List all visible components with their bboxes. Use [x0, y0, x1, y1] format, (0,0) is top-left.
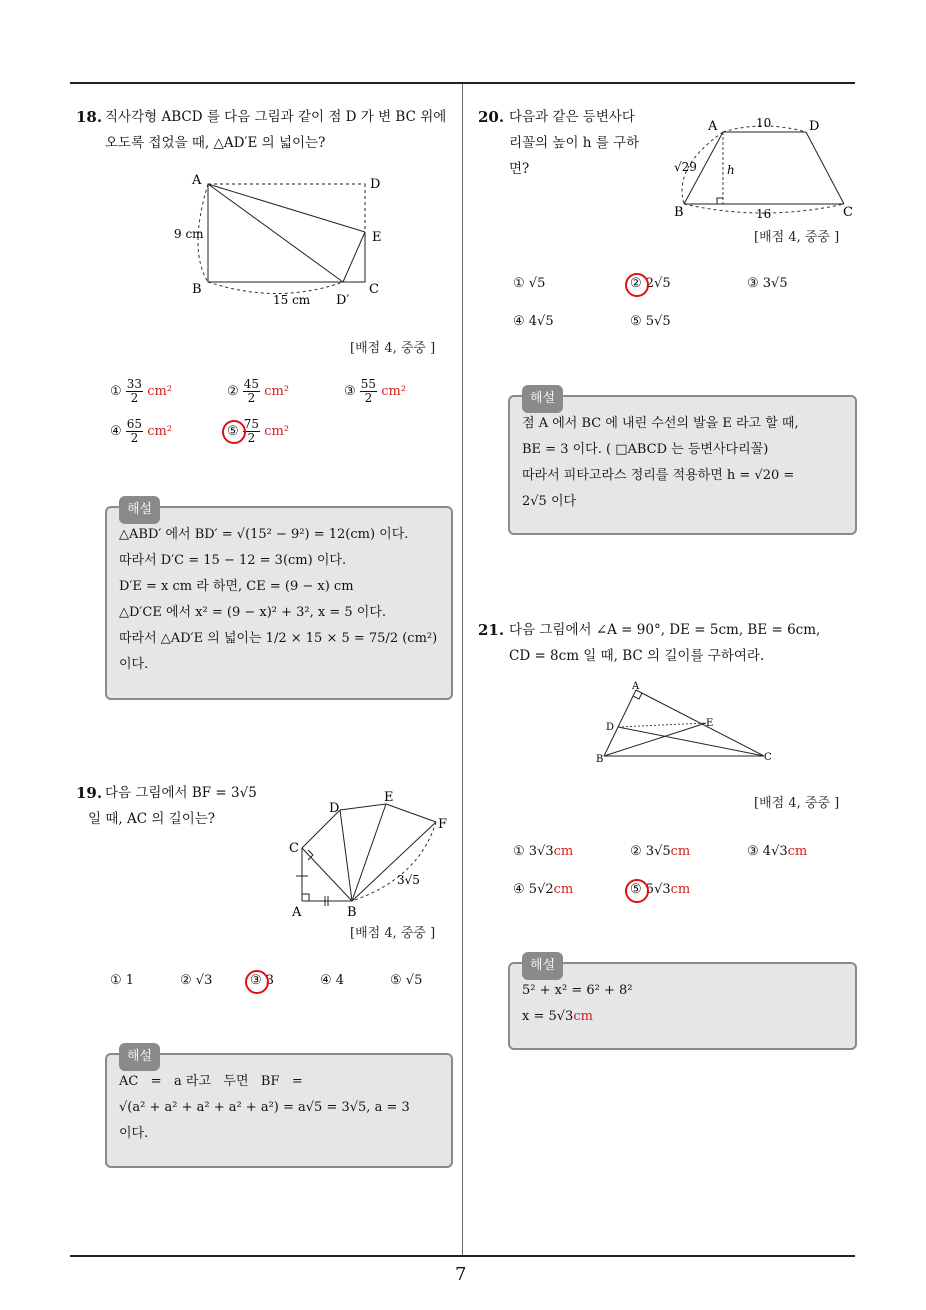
- q20-choice-5[interactable]: ⑤ 5√5: [630, 314, 671, 329]
- q19-figure: [284, 788, 456, 920]
- q19-number: 19.: [76, 784, 103, 802]
- q19-solution-tag: 해설: [119, 1043, 160, 1071]
- q19-sol-line-2: √(a² + a² + a² + a² + a²) = a√5 = 3√5, a = 3: [119, 1100, 410, 1115]
- q20-label-top: 10: [756, 116, 772, 130]
- q19-label-C: C: [289, 841, 299, 856]
- q21-text-1: 다음 그림에서 ∠A = 90°, DE = 5cm, BE = 6cm,: [509, 622, 821, 638]
- q18-sol-line-6: 이다.: [119, 657, 149, 672]
- q21-number: 21.: [478, 621, 505, 639]
- q19-label-B: B: [347, 905, 357, 920]
- q21-choice-1[interactable]: ① 3√3cm: [513, 844, 574, 859]
- q19-sol-line-3: 이다.: [119, 1126, 149, 1141]
- q18-choice-5[interactable]: ⑤ $\frac{75}{2}$ cm²: [227, 417, 290, 445]
- q18-solution-tag: 해설: [119, 496, 160, 524]
- q18-figure: [168, 170, 408, 310]
- q20-solution-tag: 해설: [522, 385, 563, 413]
- q20-label-side: √29: [674, 160, 697, 174]
- q21-meta: [배점 4, 중중 ]: [754, 796, 840, 811]
- q18-label-E: E: [372, 230, 382, 245]
- q20-sol-line-4: 2√5 이다: [522, 494, 577, 509]
- q20-answer-circle: [625, 273, 649, 297]
- q19-choice-5[interactable]: ⑤ √5: [390, 973, 423, 988]
- q18-label-C: C: [369, 282, 379, 297]
- q19-choice-4[interactable]: ④ 4: [320, 973, 345, 988]
- q21-sol-line-2: x = 5√3cm: [522, 1009, 593, 1024]
- q19-label-F: F: [438, 817, 448, 832]
- q21-label-A: A: [632, 681, 640, 692]
- q19-label-A: A: [292, 905, 302, 920]
- q20-label-C: C: [843, 205, 853, 220]
- q21-choice-3[interactable]: ③ 4√3cm: [747, 844, 808, 859]
- q19-solution-box: [105, 1049, 453, 1168]
- q21-choice-2[interactable]: ② 3√5cm: [630, 844, 691, 859]
- q18-text: 직사각형 ABCD 를 다음 그림과 같이 점 D 가 변 BC 위에 오도록 접었을 때, △AD′E 의 넓이는?: [105, 109, 447, 151]
- q20-sol-line-2: BE = 3 이다. ( □ABCD 는 등변사다리꼴): [522, 442, 769, 457]
- q20-label-h: h: [727, 163, 735, 177]
- q20-figure: [668, 112, 858, 224]
- q21-choices: [513, 844, 853, 908]
- q19-meta: [배점 4, 중중 ]: [350, 926, 436, 941]
- q19-text-2: 일 때, AC 의 길이는?: [88, 811, 216, 827]
- q20-solution-box: [508, 391, 857, 535]
- q20-sol-line-1: 점 A 에서 BC 에 내린 수선의 발을 E 라고 할 때,: [522, 416, 799, 431]
- q19-choice-3[interactable]: ③ 3: [250, 973, 275, 988]
- q18-sol-line-1: △ABD′ 에서 BD′ = √(15² − 9²) = 12(cm) 이다.: [119, 527, 409, 542]
- q21-label-D: D: [606, 722, 615, 733]
- q18-choice-2[interactable]: ② $\frac{45}{2}$ cm²: [227, 377, 290, 405]
- bottom-rule: [70, 1255, 855, 1257]
- q19-choice-1[interactable]: ① 1: [110, 973, 135, 988]
- page-number: 7: [455, 1264, 467, 1285]
- q18-label-Dp: D′: [336, 293, 350, 308]
- q21-text-2: CD = 8cm 일 때, BC 의 길이를 구하여라.: [509, 648, 765, 664]
- q18-label-9cm: 9 cm: [174, 227, 204, 241]
- q18-sol-line-3: D′E = x cm 라 하면, CE = (9 − x) cm: [119, 579, 354, 594]
- q21-label-B: B: [596, 754, 604, 764]
- q18-choices: [110, 378, 450, 458]
- q18-choice-4[interactable]: ④ $\frac{65}{2}$ cm²: [110, 417, 173, 445]
- q20-label-B: B: [674, 205, 684, 220]
- q18-sol-line-5: 따라서 △AD′E 의 넓이는 1/2 × 15 × 5 = 75/2 (cm²): [119, 631, 438, 646]
- q20-sol-line-3: 따라서 피타고라스 정리를 적용하면 h = √20 =: [522, 468, 795, 483]
- q20-number: 20.: [478, 108, 505, 126]
- q21-figure: [596, 680, 780, 764]
- q21-choice-4[interactable]: ④ 5√2cm: [513, 882, 574, 897]
- q20-choice-1[interactable]: ① √5: [513, 276, 546, 291]
- q20-label-D: D: [809, 119, 820, 134]
- q18-sol-line-4: △D′CE 에서 x² = (9 − x)² + 3², x = 5 이다.: [119, 605, 387, 620]
- q21-solution-tag: 해설: [522, 952, 563, 980]
- q18-solution-box: [105, 502, 453, 700]
- q21-answer-circle: [625, 879, 649, 903]
- q19-text-1: 다음 그림에서 BF = 3√5: [105, 785, 257, 801]
- q18-sol-line-2: 따라서 D′C = 15 − 12 = 3(cm) 이다.: [119, 553, 347, 568]
- q19-sol-line-1: AC = a 라고 두면 BF =: [119, 1074, 303, 1089]
- q20-label-A: A: [708, 119, 718, 134]
- column-divider: [462, 84, 463, 1256]
- q18-label-A: A: [192, 173, 202, 188]
- q18-label-B: B: [192, 282, 202, 297]
- q19-answer-circle: [245, 970, 269, 994]
- q19-label-E: E: [384, 790, 394, 805]
- q19-label-len: 3√5: [397, 873, 420, 887]
- q19-choice-2[interactable]: ② √3: [180, 973, 213, 988]
- q18-meta: [배점 4, 중중 ]: [350, 341, 436, 356]
- q21-choice-5[interactable]: ⑤ 5√3cm: [630, 882, 691, 897]
- q21-sol-line-1: 5² + x² = 6² + 8²: [522, 983, 633, 998]
- q18-label-D: D: [370, 177, 381, 192]
- q18-choice-3[interactable]: ③ $\frac{55}{2}$ cm²: [344, 377, 407, 405]
- q20-choice-3[interactable]: ③ 3√5: [747, 276, 788, 291]
- q20-text-2: 리꼴의 높이 h 를 구하: [509, 135, 640, 151]
- q19-choices: [110, 973, 450, 997]
- q18-number: 18.: [76, 108, 103, 126]
- q20-choices: [513, 276, 853, 340]
- q18-answer-circle: [222, 420, 246, 444]
- q21-solution-box: [508, 958, 857, 1050]
- q21-label-C: C: [764, 752, 772, 763]
- q20-text-3: 면?: [509, 161, 530, 177]
- q21-label-E: E: [706, 718, 714, 729]
- q18-choice-1[interactable]: ① $\frac{33}{2}$ cm²: [110, 377, 173, 405]
- q20-choice-2[interactable]: ② 2√5: [630, 276, 671, 291]
- q20-label-bottom: 16: [756, 207, 772, 221]
- q19-label-D: D: [329, 801, 340, 816]
- q18-label-15cm: 15 cm: [273, 293, 311, 307]
- q20-choice-4[interactable]: ④ 4√5: [513, 314, 554, 329]
- q20-meta: [배점 4, 중중 ]: [754, 230, 840, 245]
- q20-text-1: 다음과 같은 등변사다: [509, 109, 635, 125]
